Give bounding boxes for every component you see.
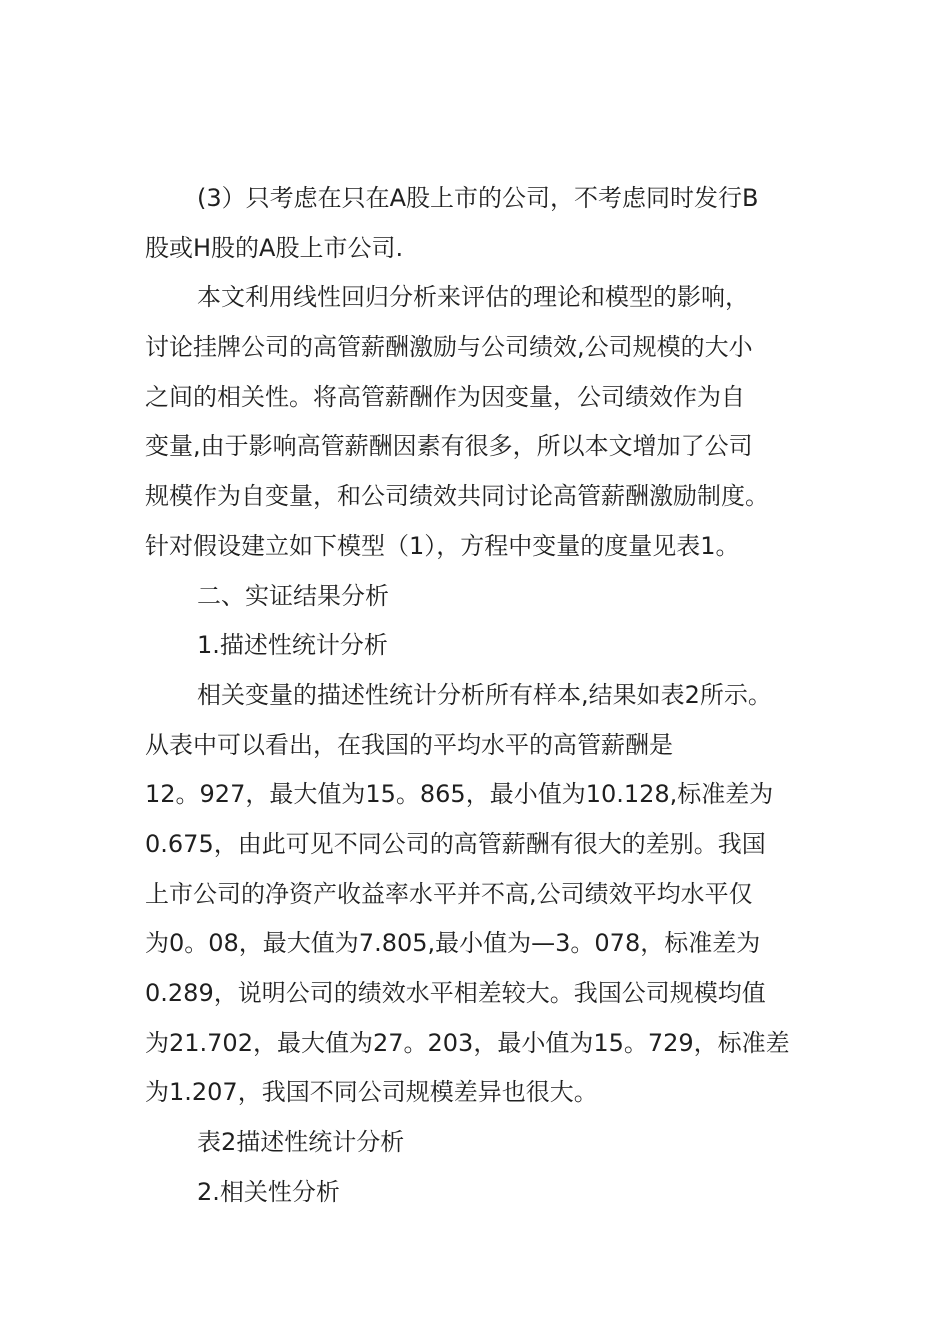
text-line: 相关变量的描述性统计分析所有样本,结果如表2所示。 <box>197 680 772 709</box>
text-line: 0.675，由此可见不同公司的高管薪酬有很大的差别。我国 <box>145 829 766 858</box>
text-line: 讨论挂牌公司的高管薪酬激励与公司绩效,公司规模的大小 <box>145 333 753 362</box>
text-line: 为0。08，最大值为7.805,最小值为—3。078，标准差为 <box>145 929 761 958</box>
text-line: 针对假设建立如下模型（1），方程中变量的度量见表1。 <box>145 531 740 560</box>
document-body <box>145 174 805 1217</box>
table-caption: 表2描述性统计分析 <box>197 1128 405 1157</box>
text-line: 从表中可以看出，在我国的平均水平的高管薪酬是 <box>145 730 673 759</box>
text-line: 上市公司的净资产收益率水平并不高,公司绩效平均水平仅 <box>145 879 753 908</box>
text-line: 为1.207，我国不同公司规模差异也很大。 <box>145 1078 598 1107</box>
text-line: (3）只考虑在只在A股上市的公司，不考虑同时发行B <box>197 184 759 212</box>
text-line: 12。927，最大值为15。865，最小值为10.128,标准差为 <box>145 780 774 809</box>
text-line: 0.289，说明公司的绩效水平相差较大。我国公司规模均值 <box>145 979 766 1007</box>
text-line: 为21.702，最大值为27。203，最小值为15。729，标准差 <box>145 1028 790 1057</box>
subsection-heading: 2.相关性分析 <box>197 1177 340 1206</box>
text-line: 变量,由于影响高管薪酬因素有很多，所以本文增加了公司 <box>145 432 753 461</box>
text-line: 股或H股的A股上市公司. <box>145 233 404 262</box>
text-line: 本文利用线性回归分析来评估的理论和模型的影响， <box>197 283 749 312</box>
text-line: 之间的相关性。将高管薪酬作为因变量，公司绩效作为自 <box>145 382 745 411</box>
section-heading: 二、实证结果分析 <box>197 581 389 610</box>
subsection-heading: 1.描述性统计分析 <box>197 631 388 660</box>
text-line: 规模作为自变量，和公司绩效共同讨论高管薪酬激励制度。 <box>145 482 769 511</box>
